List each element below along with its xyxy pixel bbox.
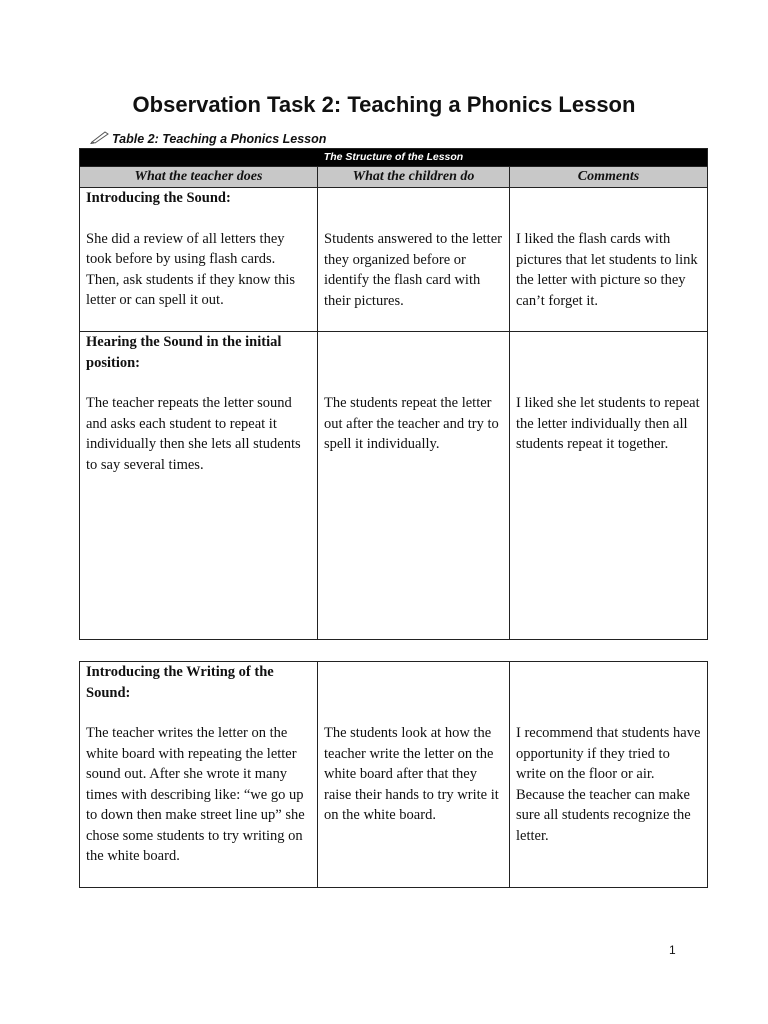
section-heading: Hearing the Sound in the initial position: [86, 334, 282, 371]
children-text: Students answered to the letter they organized before or identify the flash card with their pictures. [324, 231, 502, 309]
column-header-children: What the children do [318, 167, 510, 188]
teacher-cell [80, 662, 318, 888]
writing-table [79, 661, 708, 888]
comments-cell [510, 188, 708, 332]
lesson-table [79, 148, 708, 640]
page-title: Observation Task 2: Teaching a Phonics Lesson [132, 92, 636, 117]
teacher-text: The teacher repeats the letter sound and asks each student to repeat it individually then she lets all students to say several times. [86, 395, 301, 473]
comments-text: I liked she let students to repeat the letter individually then all students repeat it together. [516, 395, 700, 452]
comments-text: I recommend that students have opportunity if they tried to write on the floor or air. Because the teacher can make sure all students recognize the letter. [516, 725, 701, 844]
teacher-cell [80, 332, 318, 640]
pencil-icon [90, 130, 112, 147]
section-heading: Introducing the Sound: [86, 190, 231, 206]
table-bar: The Structure of the Lesson [80, 149, 708, 167]
children-cell [318, 332, 510, 640]
comments-cell [510, 332, 708, 640]
children-text: The students look at how the teacher write the letter on the white board after that they raise their hands to try write it on the white board. [324, 725, 499, 823]
teacher-text: She did a review of all letters they took before by using flash cards. Then, ask students if they know this letter or can spell it out. [86, 230, 296, 308]
teacher-text: The teacher writes the letter on the white board with repeating the letter sound out. After she wrote it many times with describing like: “we go up to down then make street line up” she chose some students to try writing on the white board. [86, 725, 305, 864]
table-row [80, 188, 708, 332]
comments-text: I liked the flash cards with pictures that let students to link the letter with picture so they can’t forget it. [516, 231, 698, 309]
page-number: 1 [669, 943, 676, 957]
table-caption [90, 130, 326, 147]
column-header-comments: Comments [510, 167, 708, 188]
comments-cell [510, 662, 708, 888]
column-header-teacher: What the teacher does [80, 167, 318, 188]
children-cell [318, 188, 510, 332]
section-heading: Introducing the Writing of the Sound: [86, 664, 274, 701]
table-row [80, 332, 708, 640]
table-row [80, 662, 708, 888]
teacher-cell [80, 188, 318, 332]
children-cell [318, 662, 510, 888]
caption-text: Table 2: Teaching a Phonics Lesson [112, 131, 327, 146]
children-text: The students repeat the letter out after the teacher and try to spell it individually. [324, 395, 499, 452]
